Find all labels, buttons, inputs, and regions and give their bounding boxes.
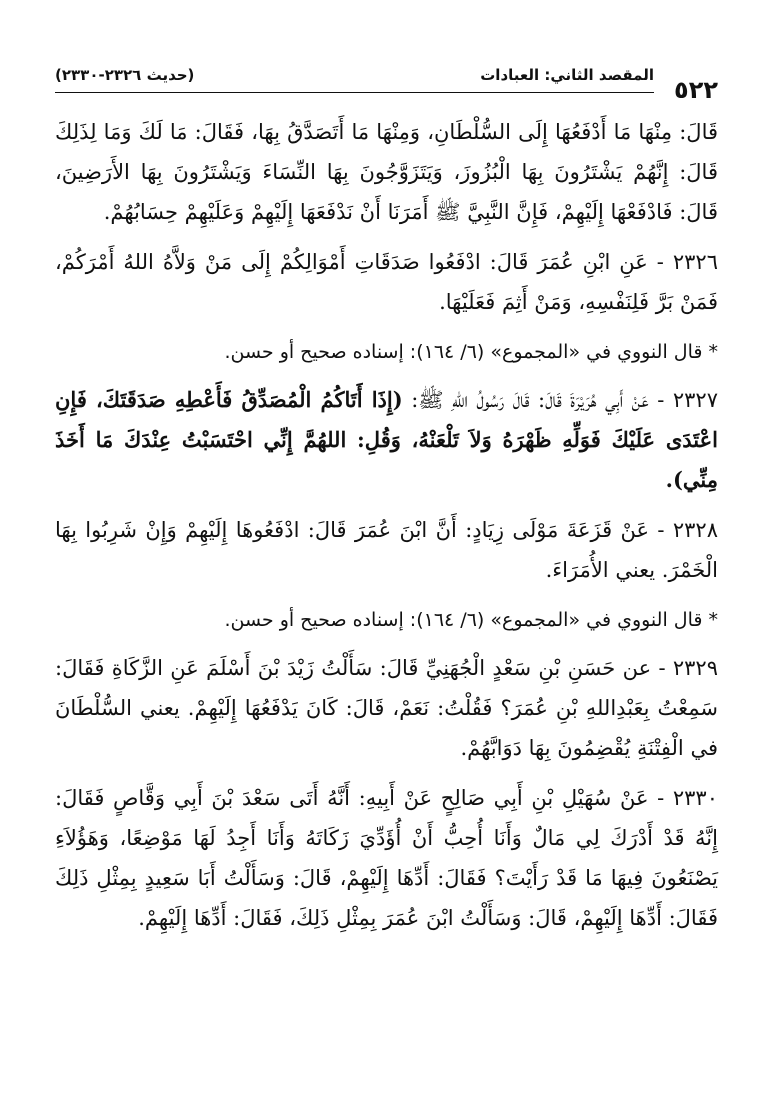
hadith-2326: ٢٣٢٦ - عَنِ ابْنِ عُمَرَ قَالَ: ادْفَعُوا صَدَقَاتِ أَمْوَالِكُمْ إِلَى مَنْ وَلاَّهُ اللهُ أَمْرَكُمْ، فَمَنْ بَرَّ فَلِنَفْسِهِ، وَمَنْ أَثِمَ فَعَلَيْهَا.: [55, 250, 718, 314]
hadith-range: (حديث ٢٣٢٦-٢٣٣٠): [55, 66, 195, 84]
page-number: ٥٢٢: [674, 76, 718, 104]
continued-paragraph: قَالَ: مِنْهَا مَا أَدْفَعُهَا إِلَى السُّلْطَانِ، وَمِنْهَا مَا أَتَصَدَّقُ بِهَا، فَقَالَ: مَا لَكَ وَمَا لِذَلِكَ قَالَ: إِنَّهُمْ يَشْتَرُونَ بِهَا الْبُزُوزَ، وَيَتَزَوَّجُونَ بِهَا النِّسَاءَ وَيَشْتَرُونَ بِهَا الأَرَضِينَ، قَالَ: فَادْفَعْهَا إِلَيْهِمْ، فَإِنَّ النَّبِيَّ ﷺ أَمَرَنَا أَنْ نَدْفَعَهَا إِلَيْهِمْ وَعَلَيْهِمْ حِسَابُهُمْ.: [55, 120, 718, 224]
hadith-2327-text: (إِذَا أَتَاكُمُ الْمُصَدِّقُ فَأَعْطِهِ صَدَقَتَكَ، فَإِنِ اعْتَدَى عَلَيْكَ فَوَلِّهِ ظَهْرَهُ وَلاَ تَلْعَنْهُ، وَقُلِ: اللهُمَّ إِنِّي احْتَسَبْتُ عِنْدَكَ مَا أَخَذَ مِنِّي).: [55, 387, 718, 492]
page-content: [55, 112, 718, 1092]
hadith-2328: ٢٣٢٨ - عَنْ قَزَعَةَ مَوْلَى زِيَادٍ: أَنَّ ابْنَ عُمَرَ قَالَ: ادْفَعُوهَا إِلَيْهِمْ وَإِنْ شَرِبُوا بِهَا الْخَمْرَ. يعني الأُمَرَاءَ.: [55, 518, 718, 582]
nawawi-note-1: * قال النووي في «المجموع» (٦/ ١٦٤): إسناده صحيح أو حسن.: [224, 341, 718, 363]
page-header: [55, 58, 718, 102]
hadith-2327: [55, 380, 718, 500]
nawawi-note-2: * قال النووي في «المجموع» (٦/ ١٦٤): إسناده صحيح أو حسن.: [224, 609, 718, 631]
hadith-2330: ٢٣٣٠ - عَنْ سُهَيْلِ بْنِ أَبِي صَالِحٍ عَنْ أَبِيهِ: أَنَّهُ أَتَى سَعْدَ بْنَ أَبِي وَقَّاصٍ فَقَالَ: إِنَّهُ قَدْ أَدْرَكَ لِي مَالٌ وَأَنَا أُحِبُّ أَنْ أُؤَدِّيَ زَكَاتَهُ وَأَنَا أَجِدُ لَهَا مَوْضِعًا، وَهَؤُلاَءِ يَصْنَعُونَ فِيهَا مَا قَدْ رَأَيْتَ؟ فَقَالَ: أَدِّهَا إِلَيْهِمْ، قَالَ: وَسَأَلْتُ أَبَا سَعِيدٍ بِمِثْلِ ذَلِكَ فَقَالَ: أَدِّهَا إِلَيْهِمْ، قَالَ: وَسَأَلْتُ ابْنَ عُمَرَ بِمِثْلِ ذَلِكَ، فَقَالَ: أَدِّهَا إِلَيْهِمْ.: [55, 786, 718, 930]
section-title: المقصد الثاني: العبادات: [480, 66, 654, 84]
hadith-2329: ٢٣٢٩ - عن حَسَنِ بْنِ سَعْدٍ الْجُهَنِيِّ قَالَ: سَأَلْتُ زَيْدَ بْنَ أَسْلَمَ عَنِ الزَّكَاةِ فَقَالَ: سَمِعْتُ بِعَبْدِاللهِ بْنِ عُمَرَ؟ فَقُلْتُ: نَعَمْ، قَالَ: كَانَ يَدْفَعُهَا إِلَيْهِمْ. يعني السُّلْطَانَ في الْفِتْنَةِ يُقْضِمُونَ بِهَا دَوَابَّهُمْ.: [55, 656, 718, 760]
header-rule: [55, 92, 654, 93]
hadith-2327-intro: ٢٣٢٧ - عَنْ أَبِي هُرَيْرَةَ قَالَ: قَالَ رَسُولُ اللهِ ﷺ:: [411, 388, 718, 412]
